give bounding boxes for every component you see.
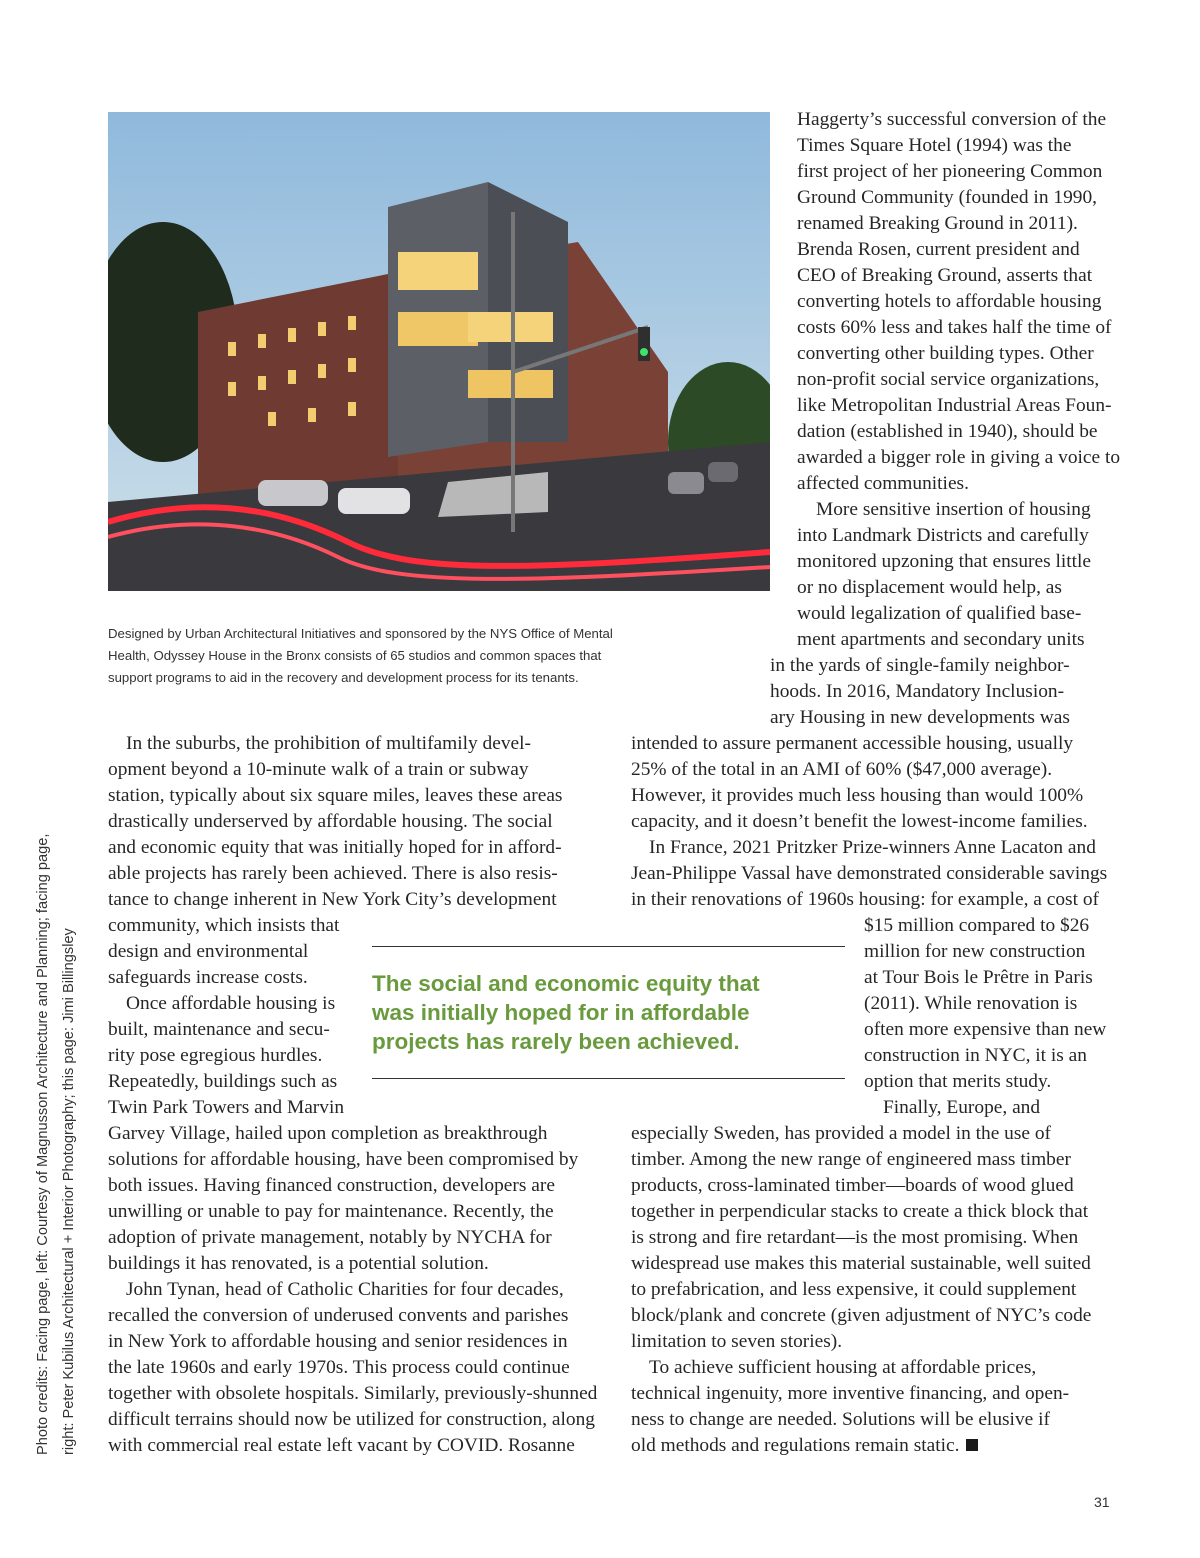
text-line: John Tynan, head of Catholic Charities for four decades, — [126, 1279, 564, 1300]
text-line: to prefabrication, and less expensive, it could supplement — [631, 1279, 1077, 1300]
text-line: adoption of private management, notably by NYCHA for — [108, 1227, 552, 1248]
text-line: converting hotels to affordable housing — [797, 291, 1102, 312]
text-line: In the suburbs, the prohibition of multifamily devel- — [126, 733, 531, 754]
text-line: timber. Among the new range of engineered mass timber — [631, 1149, 1071, 1170]
text-line: often more expensive than new — [864, 1019, 1107, 1040]
text-line: block/plank and concrete (given adjustment of NYC’s code — [631, 1305, 1092, 1326]
text-line: Repeatedly, buildings such as — [108, 1071, 338, 1092]
text-line: Once affordable housing is — [126, 993, 336, 1014]
text-line: tance to change inherent in New York City’s development — [108, 889, 557, 910]
text-line: community, which insists that — [108, 915, 340, 936]
text-line: station, typically about six square miles, leaves these areas — [108, 785, 563, 806]
pull-quote-line: was initially hoped for in affordable — [372, 1000, 750, 1025]
text-line: intended to assure permanent accessible housing, usually — [631, 733, 1074, 754]
pull-quote-line: projects has rarely been achieved. — [372, 1029, 740, 1054]
text-line-content: old methods and regulations remain static. — [631, 1435, 960, 1456]
text-line: Haggerty’s successful conversion of the — [797, 109, 1107, 130]
text-line: into Landmark Districts and carefully — [797, 525, 1089, 546]
text-line: drastically underserved by affordable housing. The social — [108, 811, 553, 832]
text-line: dation (established in 1940), should be — [797, 421, 1098, 442]
text-line: buildings it has renovated, is a potential solution. — [108, 1253, 489, 1274]
text-line: limitation to seven stories). — [631, 1331, 843, 1352]
text-line — [631, 1433, 978, 1459]
text-line: together with obsolete hospitals. Similarly, previously-shunned — [108, 1383, 598, 1404]
text-line: However, it provides much less housing than would 100% — [631, 785, 1084, 806]
text-line: design and environmental — [108, 941, 309, 962]
text-line: first project of her pioneering Common — [797, 161, 1103, 182]
text-line: or no displacement would help, as — [797, 577, 1062, 598]
text-line: million for new construction — [864, 941, 1086, 962]
text-line: hoods. In 2016, Mandatory Inclusion- — [770, 681, 1065, 702]
text-line: Finally, Europe, and — [883, 1097, 1041, 1118]
text-line: opment beyond a 10-minute walk of a train or subway — [108, 759, 529, 780]
text-line: capacity, and it doesn’t benefit the lowest-income families. — [631, 811, 1088, 832]
text-line: the late 1960s and early 1970s. This process could continue — [108, 1357, 570, 1378]
pull-quote-line: The social and economic equity that — [372, 971, 760, 996]
text-line: non-profit social service organizations, — [797, 369, 1100, 390]
text-line: 25% of the total in an AMI of 60% ($47,000 average). — [631, 759, 1053, 780]
text-line: construction in NYC, it is an — [864, 1045, 1087, 1066]
text-line: in New York to affordable housing and senior residences in — [108, 1331, 568, 1352]
end-of-article-mark — [966, 1439, 978, 1451]
text-line: More sensitive insertion of housing — [816, 499, 1091, 520]
text-line: Times Square Hotel (1994) was the — [797, 135, 1072, 156]
text-line: Garvey Village, hailed upon completion as breakthrough — [108, 1123, 548, 1144]
page-number: 31 — [1094, 1494, 1110, 1510]
caption-line: support programs to aid in the recovery and development process for its tenants. — [108, 670, 579, 685]
text-line: at Tour Bois le Prêtre in Paris — [864, 967, 1093, 988]
text-line: technical ingenuity, more inventive financing, and open- — [631, 1383, 1070, 1404]
text-line: would legalization of qualified base- — [797, 603, 1082, 624]
text-line: widespread use makes this material sustainable, well suited — [631, 1253, 1091, 1274]
text-line: able projects has rarely been achieved. There is also resis- — [108, 863, 558, 884]
text-line: monitored upzoning that ensures little — [797, 551, 1092, 572]
text-line: Ground Community (founded in 1990, — [797, 187, 1097, 208]
text-line: recalled the conversion of underused convents and parishes — [108, 1305, 569, 1326]
text-line: in the yards of single-family neighbor- — [770, 655, 1070, 676]
photo-credits-line: right: Peter Kubilus Architectural + Interior Photography; this page: Jimi Billingsley — [61, 928, 77, 1455]
building-photo-illustration — [108, 112, 770, 591]
text-line: safeguards increase costs. — [108, 967, 308, 988]
text-line: is strong and fire retardant—is the most promising. When — [631, 1227, 1079, 1248]
text-line: especially Sweden, has provided a model in the use of — [631, 1123, 1052, 1144]
text-line: renamed Breaking Ground in 2011). — [797, 213, 1078, 234]
text-line: both issues. Having financed construction, developers are — [108, 1175, 555, 1196]
building-photo — [108, 112, 770, 591]
caption-line: Designed by Urban Architectural Initiatives and sponsored by the NYS Office of Mental — [108, 626, 613, 641]
text-line: built, maintenance and secu- — [108, 1019, 330, 1040]
text-line: option that merits study. — [864, 1071, 1052, 1092]
text-line: Twin Park Towers and Marvin — [108, 1097, 345, 1118]
text-line: awarded a bigger role in giving a voice to — [797, 447, 1121, 468]
text-line: (2011). While renovation is — [864, 993, 1078, 1014]
text-line: and economic equity that was initially hoped for in afford- — [108, 837, 562, 858]
text-line: products, cross-laminated timber—boards of wood glued — [631, 1175, 1074, 1196]
text-line: difficult terrains should now be utilized for construction, along — [108, 1409, 595, 1430]
text-line: In France, 2021 Pritzker Prize-winners Anne Lacaton and — [649, 837, 1096, 858]
text-line: $15 million compared to $26 — [864, 915, 1090, 936]
photo-credits-line: Photo credits: Facing page, left: Courtesy of Magnusson Architecture and Planning; facing page, — [35, 833, 51, 1455]
text-line: converting other building types. Other — [797, 343, 1094, 364]
text-line: like Metropolitan Industrial Areas Foun- — [797, 395, 1112, 416]
text-line: To achieve sufficient housing at affordable prices, — [649, 1357, 1037, 1378]
caption-line: Health, Odyssey House in the Bronx consists of 65 studios and common spaces that — [108, 648, 602, 663]
text-line: in their renovations of 1960s housing: for example, a cost of — [631, 889, 1099, 910]
text-line: unwilling or unable to pay for maintenance. Recently, the — [108, 1201, 554, 1222]
text-line: Brenda Rosen, current president and — [797, 239, 1080, 260]
text-line: CEO of Breaking Ground, asserts that — [797, 265, 1093, 286]
text-line: costs 60% less and takes half the time of — [797, 317, 1112, 338]
text-line: Jean-Philippe Vassal have demonstrated considerable savings — [631, 863, 1108, 884]
text-line: ment apartments and secondary units — [797, 629, 1085, 650]
pull-quote-bottom-rule — [372, 1078, 845, 1079]
text-line: together in perpendicular stacks to create a thick block that — [631, 1201, 1089, 1222]
text-line: ary Housing in new developments was — [770, 707, 1070, 728]
text-line: ness to change are needed. Solutions will be elusive if — [631, 1409, 1050, 1430]
text-line: with commercial real estate left vacant by COVID. Rosanne — [108, 1435, 575, 1456]
text-line: solutions for affordable housing, have been compromised by — [108, 1149, 579, 1170]
text-line: rity pose egregious hurdles. — [108, 1045, 323, 1066]
photo-credits — [30, 715, 82, 1455]
pull-quote-top-rule — [372, 946, 845, 947]
text-line: affected communities. — [797, 473, 969, 494]
